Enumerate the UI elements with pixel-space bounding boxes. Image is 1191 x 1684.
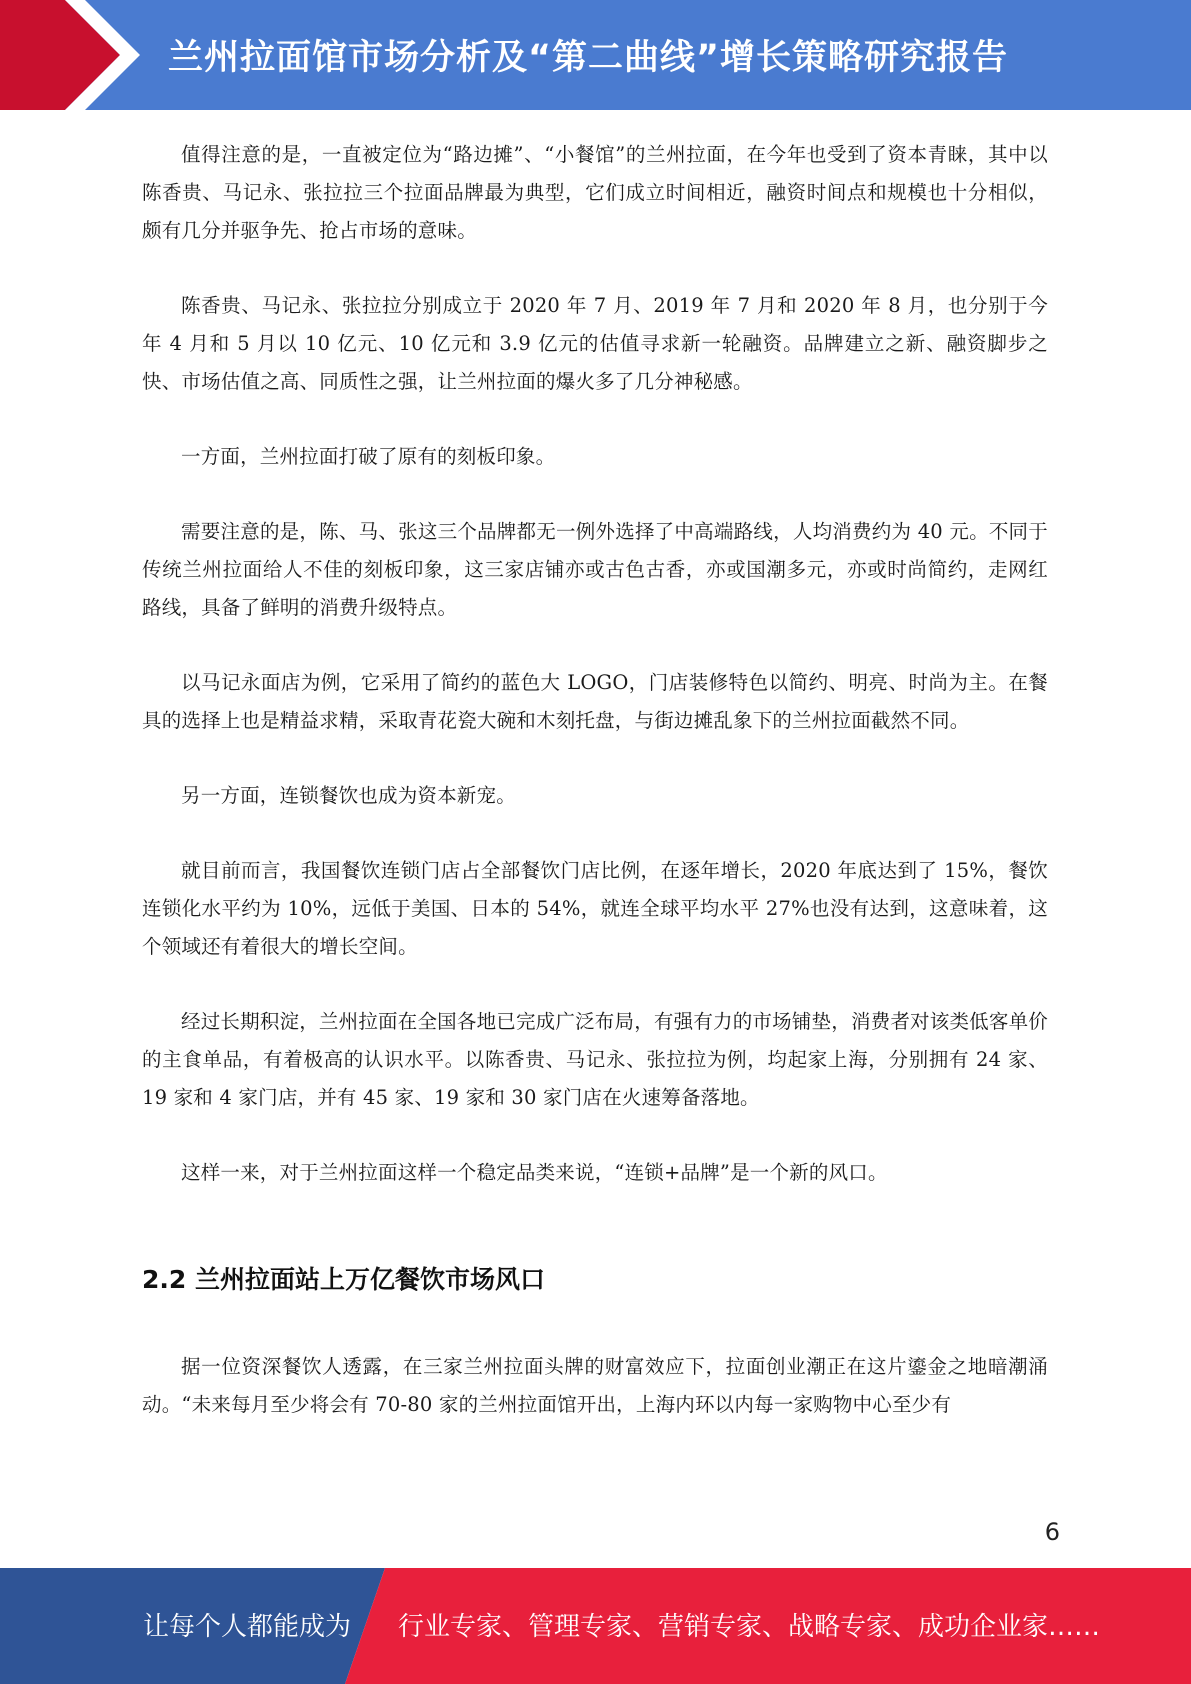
page-number: 6: [1044, 1518, 1060, 1546]
paragraph: 据一位资深餐饮人透露，在三家兰州拉面头牌的财富效应下，拉面创业潮正在这片鎏金之地暗潮涌动。“未来每月至少将会有 70-80 家的兰州拉面馆开出，上海内环以内每一家购物中心至少有: [142, 1355, 1048, 1416]
footer-slogan-left: 让每个人都能成为: [143, 1612, 352, 1642]
document-body: [142, 136, 1048, 1461]
footer-banner: [0, 1568, 1191, 1684]
paragraph: 就目前而言，我国餐饮连锁门店占全部餐饮门店比例，在逐年增长，2020 年底达到了 15%，餐饮连锁化水平约为 10%，远低于美国、日本的 54%，就连全球平均水平 27%也没有达到，这意味着，这个领域还有着很大的增长空间。: [142, 859, 1048, 958]
paragraph: 这样一来，对于兰州拉面这样一个稳定品类来说，“连锁+品牌”是一个新的风口。: [181, 1161, 888, 1184]
paragraph: 需要注意的是，陈、马、张这三个品牌都无一例外选择了中高端路线，人均消费约为 40 元。不同于传统兰州拉面给人不佳的刻板印象，这三家店铺亦或古色古香，亦或国潮多元，亦或时尚简约，走网红路线，具备了鲜明的消费升级特点。: [142, 520, 1048, 619]
paragraph: 另一方面，连锁餐饮也成为资本新宠。: [181, 784, 516, 807]
report-title: 兰州拉面馆市场分析及“第二曲线”增长策略研究报告: [168, 38, 1009, 78]
paragraph: 陈香贵、马记永、张拉拉分别成立于 2020 年 7 月、2019 年 7 月和 2020 年 8 月，也分别于今年 4 月和 5 月以 10 亿元、10 亿元和 3.9 亿元的估值寻求新一轮融资。品牌建立之新、融资脚步之快、市场估值之高、同质性之强，让兰州拉面的爆火多了几分神秘感。: [142, 294, 1048, 393]
paragraph: 经过长期积淀，兰州拉面在全国各地已完成广泛布局，有强有力的市场铺垫，消费者对该类低客单价的主食单品，有着极高的认识水平。以陈香贵、马记永、张拉拉为例，均起家上海，分别拥有 24 家、19 家和 4 家门店，并有 45 家、19 家和 30 家门店在火速筹备落地。: [142, 1010, 1048, 1109]
paragraph: 值得注意的是，一直被定位为“路边摊”、“小餐馆”的兰州拉面，在今年也受到了资本青睐，其中以陈香贵、马记永、张拉拉三个拉面品牌最为典型，它们成立时间相近，融资时间点和规模也十分相似，颇有几分并驱争先、抢占市场的意味。: [142, 143, 1048, 242]
footer-slogan-right: 行业专家、管理专家、营销专家、战略专家、成功企业家……: [398, 1612, 1101, 1642]
paragraph: 以马记永面店为例，它采用了简约的蓝色大 LOGO，门店装修特色以简约、明亮、时尚为主。在餐具的选择上也是精益求精，采取青花瓷大碗和木刻托盘，与街边摊乱象下的兰州拉面截然不同。: [142, 671, 1048, 732]
header-banner: [0, 0, 1191, 110]
section-heading: 2.2 兰州拉面站上万亿餐饮市场风口: [142, 1265, 545, 1294]
paragraph: 一方面，兰州拉面打破了原有的刻板印象。: [181, 445, 556, 468]
